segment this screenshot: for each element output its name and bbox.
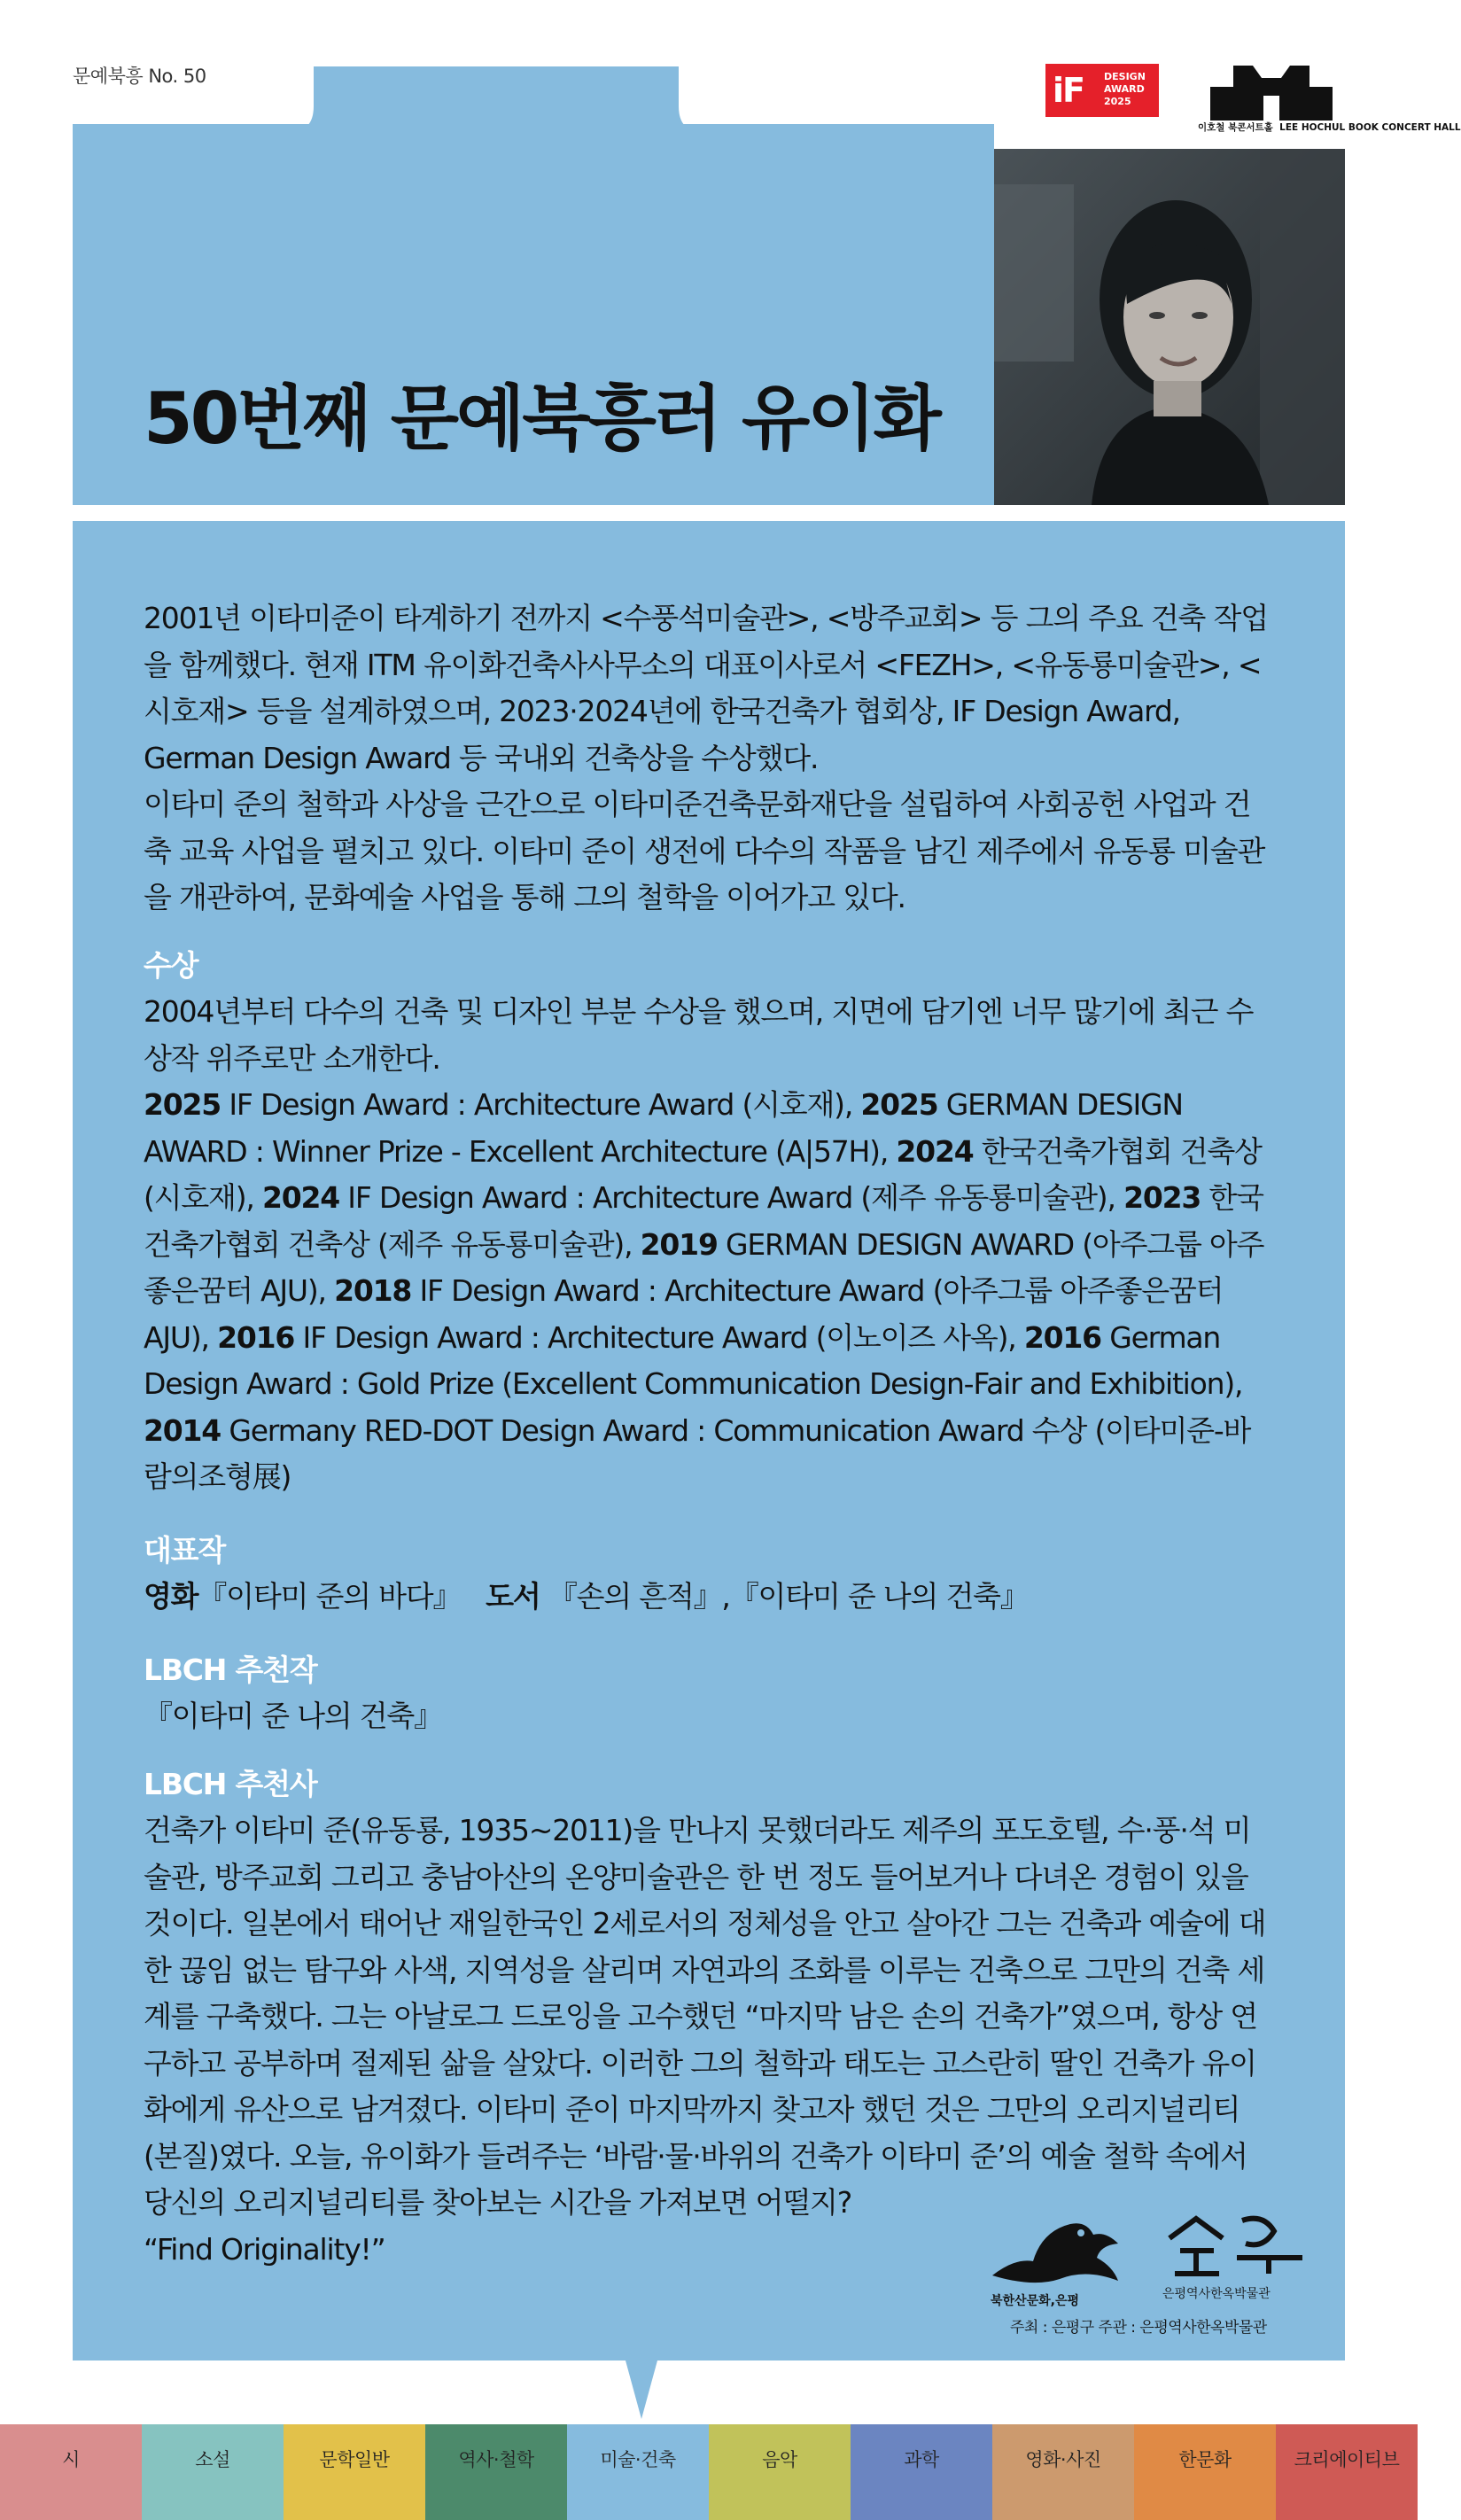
if-design-award-logo bbox=[1045, 64, 1159, 117]
award-text: GERMAN DESIGN AWARD : Winner Prize - Excellent Architecture (A|57H), bbox=[144, 1087, 1183, 1169]
lbch-reason-closing: “Find Originality!” bbox=[144, 2231, 385, 2267]
panel-pointer bbox=[626, 2361, 657, 2419]
category-creative[interactable]: 크리에이티브 bbox=[1276, 2424, 1418, 2520]
book-titles: 『손의 흔적』,『이타미 준 나의 건축』 bbox=[548, 1579, 1029, 1614]
award-year: 2016 bbox=[1023, 1319, 1101, 1355]
lbch-name-en: LEE HOCHUL BOOK CONCERT HALL bbox=[1279, 122, 1461, 133]
category-music[interactable]: 음악 bbox=[709, 2424, 851, 2520]
category-science[interactable]: 과학 bbox=[851, 2424, 992, 2520]
award-text: 한국건축가협회 건축상 (시호재), bbox=[144, 1133, 1262, 1215]
category-film-photo[interactable]: 영화·사진 bbox=[992, 2424, 1134, 2520]
award-year: 2024 bbox=[261, 1180, 340, 1215]
intro-paragraph-1: 2001년 이타미준이 타계하기 전까지 <수풍석미술관>, <방주교회> 등 그의 주요 건축 작업을 함께했다. 현재 ITM 유이화건축사사무소의 대표이사로서 <FEZH>, <유동룡미술관>, <시호재> 등을 설계하였으며, 2023·2024년에 한국건축가 협회상, IF Design Award, German Design Award 등 국내외 건축상을 수상했다. bbox=[144, 601, 1268, 775]
film-label: 영화 bbox=[144, 1579, 198, 1614]
intro-paragraph-2: 이타미 준의 철학과 사상을 근간으로 이타미준건축문화재단을 설립하여 사회공헌 사업과 건축 교육 사업을 펼치고 있다. 이타미 준이 생전에 다수의 작품을 남긴 제주에서 유동룡 미술관을 개관하여, 문화예술 사업을 통해 그의 철학을 이어가고 있다. bbox=[144, 787, 1265, 914]
article-body bbox=[144, 595, 1276, 2273]
credits: 주최 : 은평구 주관 : 은평역사한옥박물관 bbox=[1010, 2319, 1267, 2337]
if-logo-text-1: DESIGN bbox=[1104, 71, 1146, 82]
award-year: 2025 bbox=[144, 1087, 221, 1122]
if-mark: iF bbox=[1053, 71, 1084, 110]
award-year: 2018 bbox=[334, 1273, 412, 1308]
award-year: 2023 bbox=[1123, 1180, 1201, 1215]
concert-hall-icon bbox=[1198, 62, 1345, 121]
lbch-name-ko: 이호철 북콘서트홀 bbox=[1198, 122, 1273, 133]
works-line bbox=[144, 1574, 1276, 1621]
award-text: German Design Award : Gold Prize (Excellent Communication Design-Fair and Exhibition), bbox=[144, 1319, 1243, 1401]
book-label: 도서 bbox=[486, 1579, 540, 1614]
film-title: 『이타미 준의 바다』 bbox=[198, 1579, 462, 1614]
if-logo-text-2: AWARD bbox=[1104, 83, 1145, 95]
award-text: IF Design Award : Architecture Award (제주 유동룡미술관), bbox=[339, 1180, 1124, 1215]
eunpyeong-hanok-museum-logo-icon bbox=[1161, 2212, 1311, 2279]
awards-heading: 수상 bbox=[144, 947, 198, 983]
award-text: 한국건축가협회 건축상 (제주 유동룡미술관), bbox=[144, 1180, 1263, 1262]
category-bar bbox=[0, 2424, 1418, 2520]
category-korean-culture[interactable]: 한문화 bbox=[1134, 2424, 1276, 2520]
works-heading: 대표작 bbox=[144, 1532, 226, 1567]
category-art-architecture[interactable]: 미술·건축 bbox=[567, 2424, 709, 2520]
award-text: Germany RED-DOT Design Award : Communication Award 수상 (이타미준-바람의조형展) bbox=[144, 1412, 1251, 1494]
category-history-philosophy[interactable]: 역사·철학 bbox=[425, 2424, 567, 2520]
lbch-reason-body: 건축가 이타미 준(유동룡, 1935~2011)을 만나지 못했더라도 제주의 포도호텔, 수·풍·석 미술관, 방주교회 그리고 충남아산의 온양미술관은 한 번 정도 들어보거나 다녀온 경험이 있을 것이다. 일본에서 태어난 재일한국인 2세로서의 정체성을 안고 살아간 그는 건축과 예술에 대한 끊임 없는 탐구와 사색, 지역성을 살리며 자연과의 조화를 이루는 건축으로 그만의 건축 세계를 구축했다. 그는 아날로그 드로잉을 고수했던 “마지막 남은 손의 건축가”였으며, 항상 연구하고 공부하며 절제된 삶을 살았다. 이러한 그의 철학과 태도는 고스란히 딸인 건축가 유이화에게 유산으로 남겨졌다. 이타미 준이 마지막까지 찾고자 했던 것은 그만의 오리지널리티(본질)였다. 오늘, 유이화가 들려주는 ‘바람·물·바위의 건축가 이타미 준’의 예술 철학 속에서 당신의 오리지널리티를 찾아보는 시간을 가져보면 어떨지? bbox=[144, 1813, 1266, 2220]
portrait-photo bbox=[994, 149, 1345, 505]
category-poetry[interactable]: 시 bbox=[0, 2424, 142, 2520]
lbch-logo bbox=[1198, 62, 1461, 151]
award-year: 2014 bbox=[144, 1412, 221, 1448]
awards-lead: 2004년부터 다수의 건축 및 디자인 부분 수상을 했으며, 지면에 담기엔 너무 많기에 최근 수상작 위주로만 소개한다. bbox=[144, 994, 1254, 1076]
eunpyeong-hanok-museum-logo-text: 은평역사한옥박물관 bbox=[1162, 2287, 1271, 2301]
award-text: IF Design Award : Architecture Award (이노이즈 사옥), bbox=[294, 1319, 1024, 1355]
if-logo-text-3: 2025 bbox=[1104, 96, 1131, 107]
bukhansan-logo-icon bbox=[989, 2205, 1122, 2288]
lbch-pick-heading: LBCH 추천작 bbox=[144, 1652, 317, 1687]
issue-number: 문예북흥 No. 50 bbox=[73, 66, 206, 87]
bukhansan-logo-text: 북한산문화,은평 bbox=[991, 2294, 1079, 2308]
award-year: 2016 bbox=[217, 1319, 295, 1355]
award-text: IF Design Award : Architecture Award (시호재), bbox=[221, 1087, 861, 1122]
awards-list bbox=[144, 1082, 1276, 1501]
page-title: 50번째 문예북흥러 유이화 bbox=[144, 377, 939, 460]
award-year: 2019 bbox=[640, 1226, 718, 1262]
category-literature[interactable]: 문학일반 bbox=[284, 2424, 425, 2520]
award-year: 2024 bbox=[896, 1133, 974, 1169]
lbch-reason-heading: LBCH 추천사 bbox=[144, 1766, 317, 1801]
category-novel[interactable]: 소설 bbox=[142, 2424, 284, 2520]
award-text: IF Design Award : Architecture Award (아주그룹 아주좋은꿈터 AJU), bbox=[144, 1273, 1224, 1355]
lbch-pick-title: 『이타미 준 나의 건축』 bbox=[144, 1699, 442, 1733]
award-text: GERMAN DESIGN AWARD (아주그룹 아주좋은꿈터 AJU), bbox=[144, 1226, 1264, 1308]
award-year: 2025 bbox=[860, 1087, 938, 1122]
